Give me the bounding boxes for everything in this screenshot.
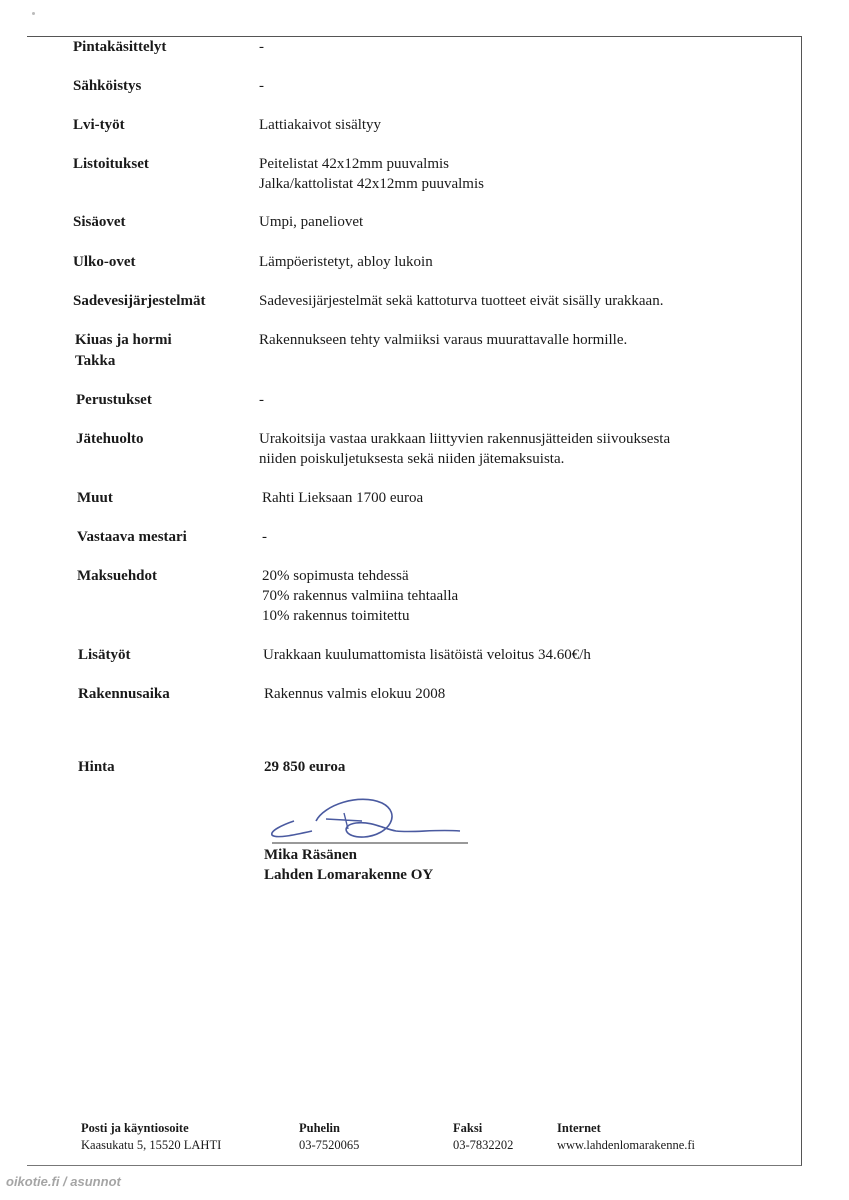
price-value: 29 850 euroa xyxy=(264,759,346,775)
spec-value-line: Jalka/kattolistat 42x12mm puuvalmis xyxy=(259,176,484,192)
spec-label: Rakennusaika xyxy=(78,686,170,702)
spec-value xyxy=(262,566,458,626)
handwritten-signature xyxy=(264,795,474,845)
spec-value-line: Rakennus valmis elokuu 2008 xyxy=(264,686,446,702)
spec-value-line: Urakoitsija vastaa urakkaan liittyvien rakennusjätteiden siivouksesta xyxy=(259,431,671,447)
spec-label: Ulko-ovet xyxy=(73,254,136,270)
spec-label: Lvi-työt xyxy=(73,117,125,133)
footer-phone-value: 03-7520065 xyxy=(299,1138,360,1152)
footer-internet-heading: Internet xyxy=(557,1121,601,1135)
footer-phone-heading: Puhelin xyxy=(299,1121,340,1135)
spec-value xyxy=(259,37,264,57)
spec-value-line: Rahti Lieksaan 1700 euroa xyxy=(262,490,424,506)
spec-label: Sähköistys xyxy=(73,78,142,94)
spec-value xyxy=(259,330,627,350)
spec-label: Muut xyxy=(77,490,113,506)
signatory-name: Mika Räsänen xyxy=(264,847,357,863)
footer-fax xyxy=(453,1120,513,1154)
spec-label: Pintakäsittelyt xyxy=(73,39,167,55)
scan-speck xyxy=(32,12,35,15)
spec-value xyxy=(259,252,433,272)
spec-value-line: Rakennukseen tehty valmiiksi varaus muurattavalle hormille. xyxy=(259,332,628,348)
watermark: oikotie.fi / asunnot xyxy=(6,1174,121,1189)
spec-value-line: 10% rakennus toimitettu xyxy=(262,608,410,624)
spec-value xyxy=(262,527,267,547)
spec-label: Maksuehdot xyxy=(77,568,158,584)
spec-label: Jätehuolto xyxy=(76,431,144,447)
spec-value xyxy=(262,488,423,508)
spec-value-line: Peitelistat 42x12mm puuvalmis xyxy=(259,156,449,172)
spec-value-line: - xyxy=(259,39,264,55)
footer-address-heading: Posti ja käyntiosoite xyxy=(81,1121,189,1135)
spec-value xyxy=(259,212,363,232)
spec-label: Lisätyöt xyxy=(78,647,131,663)
spec-value-line: Lattiakaivot sisältyy xyxy=(259,117,382,133)
spec-value xyxy=(259,115,381,135)
spec-value xyxy=(264,684,445,704)
spec-value-line: - xyxy=(262,529,267,545)
spec-value xyxy=(259,390,264,410)
spec-value xyxy=(259,291,663,311)
spec-label: Sisäovet xyxy=(73,214,126,230)
spec-label: Vastaava mestari xyxy=(77,529,187,545)
spec-value-line: Urakkaan kuulumattomista lisätöistä veloitus 34.60€/h xyxy=(263,647,591,663)
spec-value-line: - xyxy=(259,78,264,94)
signatory xyxy=(264,845,433,885)
spec-value-line: Lämpöeristetyt, abloy lukoin xyxy=(259,254,433,270)
signatory-company: Lahden Lomarakenne OY xyxy=(264,867,434,883)
spec-label: Takka xyxy=(75,353,116,369)
price-label: Hinta xyxy=(78,759,115,775)
spec-value xyxy=(263,645,591,665)
spec-value-line: 20% sopimusta tehdessä xyxy=(262,568,409,584)
spec-value xyxy=(259,76,264,96)
spec-value-line: Sadevesijärjestelmät sekä kattoturva tuotteet eivät sisälly urakkaan. xyxy=(259,293,664,309)
spec-label: Listoitukset xyxy=(73,156,149,172)
spec-label: Sadevesijärjestelmät xyxy=(73,293,206,309)
spec-value-line: 70% rakennus valmiina tehtaalla xyxy=(262,588,459,604)
spec-value-line: Umpi, paneliovet xyxy=(259,214,364,230)
footer-phone xyxy=(299,1120,359,1154)
footer-address-value: Kaasukatu 5, 15520 LAHTI xyxy=(81,1138,222,1152)
footer-fax-value: 03-7832202 xyxy=(453,1138,514,1152)
spec-label: Perustukset xyxy=(76,392,152,408)
spec-value xyxy=(259,154,484,194)
spec-value-line: niiden poiskuljetuksesta sekä niiden jätemaksuista. xyxy=(259,451,565,467)
spec-label: Kiuas ja hormi xyxy=(75,332,172,348)
footer-address xyxy=(81,1120,221,1154)
footer-internet xyxy=(557,1120,695,1154)
spec-value xyxy=(259,429,670,469)
footer-internet-value: www.lahdenlomarakenne.fi xyxy=(557,1138,696,1152)
footer-fax-heading: Faksi xyxy=(453,1121,483,1135)
spec-value-line: - xyxy=(259,392,264,408)
